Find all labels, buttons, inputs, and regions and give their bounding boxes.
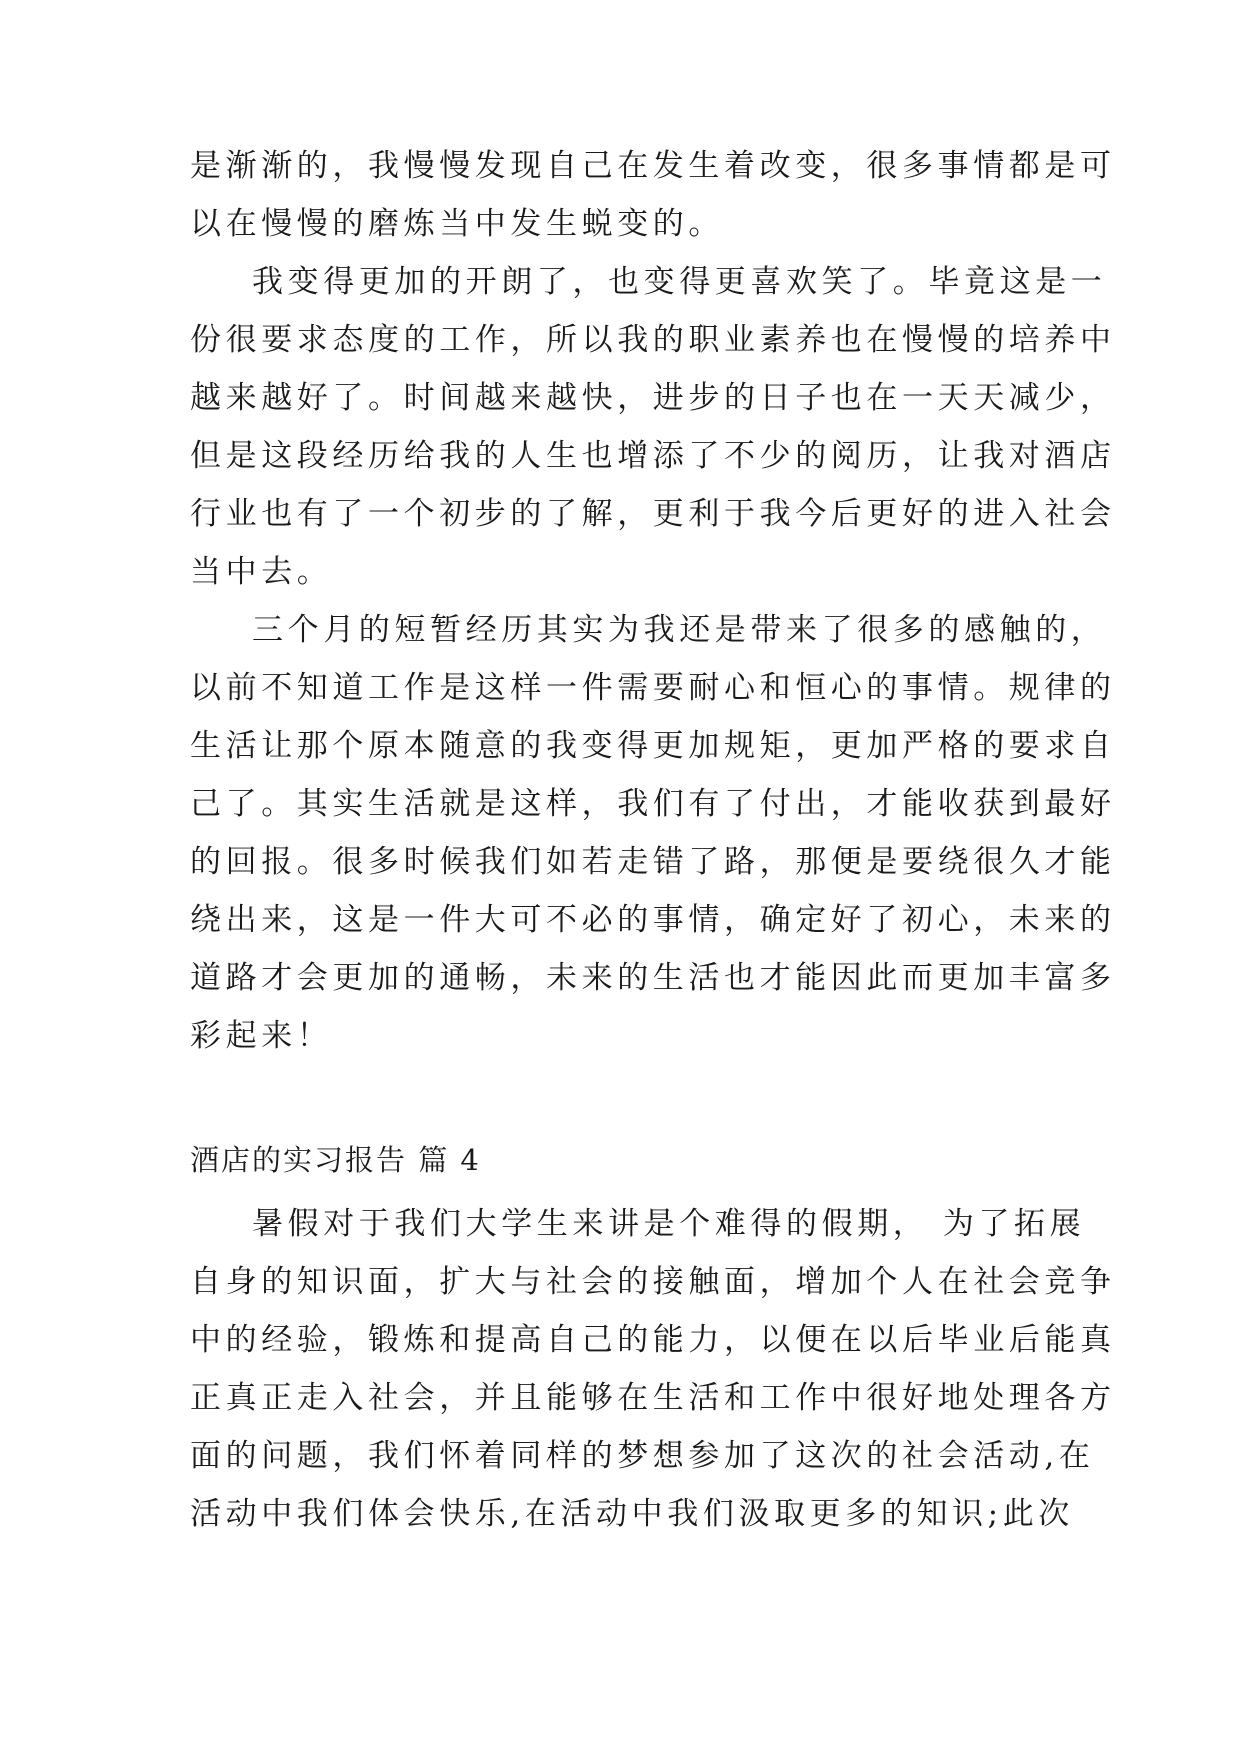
text-line: 以在慢慢的磨炼当中发生蜕变的。 xyxy=(190,206,724,242)
text-line: 份很要求态度的工作，所以我的职业素养也在慢慢的培养中 xyxy=(190,322,1116,358)
text-line: 当中去。 xyxy=(190,554,333,590)
text-line: 暑假对于我们大学生来讲是个难得的假期， 为了拓展 xyxy=(252,1206,1086,1242)
text-line: 但是这段经历给我的人生也增添了不少的阅历，让我对酒店 xyxy=(190,438,1116,474)
text-line: 越来越好了。时间越来越快，进步的日子也在一天天减少， xyxy=(190,380,1116,416)
text-line: 绕出来，这是一件大可不必的事情，确定好了初心，未来的 xyxy=(190,902,1116,938)
text-line: 活动中我们体会快乐,在活动中我们汲取更多的知识;此次 xyxy=(190,1496,1074,1532)
text-line: 彩起来！ xyxy=(190,1018,333,1054)
text-line: 生活让那个原本随意的我变得更加规矩，更加严格的要求自 xyxy=(190,728,1116,764)
text-line: 己了。其实生活就是这样，我们有了付出，才能收获到最好 xyxy=(190,786,1116,822)
text-line: 面的问题，我们怀着同样的梦想参加了这次的社会活动,在 xyxy=(190,1438,1095,1474)
text-line: 道路才会更加的通畅，未来的生活也才能因此而更加丰富多 xyxy=(190,960,1116,996)
text-line: 我变得更加的开朗了，也变得更喜欢笑了。毕竟这是一 xyxy=(252,264,1107,300)
text-line: 正真正走入社会，并且能够在生活和工作中很好地处理各方 xyxy=(190,1380,1116,1416)
section-heading: 酒店的实习报告 篇 4 xyxy=(190,1143,481,1177)
text-line: 中的经验，锻炼和提高自己的能力，以便在以后毕业后能真 xyxy=(190,1322,1116,1358)
text-line: 以前不知道工作是这样一件需要耐心和恒心的事情。规律的 xyxy=(190,670,1116,706)
text-line: 三个月的短暂经历其实为我还是带来了很多的感触的， xyxy=(252,612,1107,648)
text-line: 是渐渐的，我慢慢发现自己在发生着改变，很多事情都是可 xyxy=(190,148,1116,184)
text-line: 自身的知识面，扩大与社会的接触面，增加个人在社会竞争 xyxy=(190,1264,1116,1300)
text-line: 行业也有了一个初步的了解，更利于我今后更好的进入社会 xyxy=(190,496,1116,532)
text-line: 的回报。很多时候我们如若走错了路，那便是要绕很久才能 xyxy=(190,844,1116,880)
